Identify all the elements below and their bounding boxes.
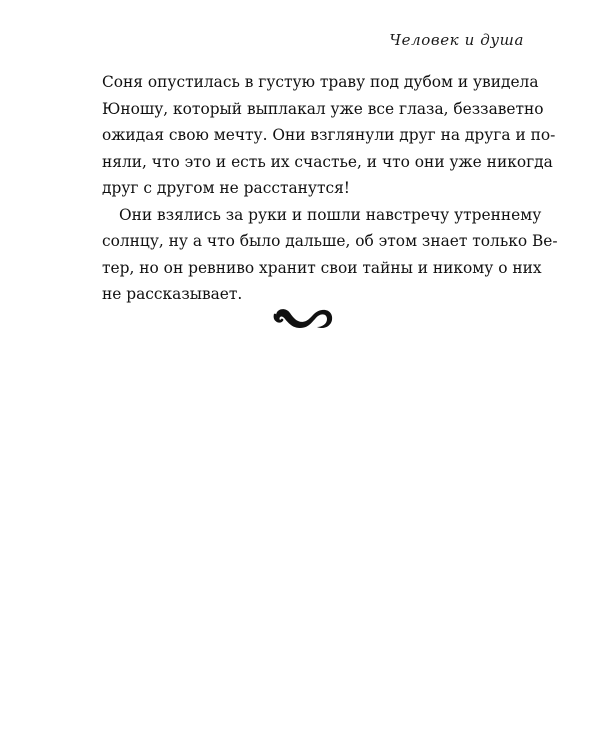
- body-text: [102, 69, 558, 308]
- text-line: друг с другом не расстанутся!: [102, 179, 350, 197]
- text-line: Они взялись за руки и пошли навстречу утреннему: [119, 205, 542, 224]
- text-line: тер, но он ревниво хранит свои тайны и никому о них: [102, 258, 542, 277]
- text-line: солнцу, ну а что было дальше, об этом знает только Ве-: [102, 232, 558, 250]
- text-line: няли, что это и есть их счастье, и что они уже никогда: [102, 152, 553, 171]
- running-header: Человек и душа: [389, 31, 524, 49]
- swirl-ornament-icon: [272, 302, 336, 334]
- text-line: Юношу, который выплакал уже все глаза, беззаветно: [102, 99, 544, 118]
- text-line: Соня опустилась в густую траву под дубом и увидела: [102, 73, 539, 91]
- text-line: ожидая свою мечту. Они взглянули друг на друга и по-: [102, 126, 556, 144]
- text-line: не рассказывает.: [102, 285, 243, 303]
